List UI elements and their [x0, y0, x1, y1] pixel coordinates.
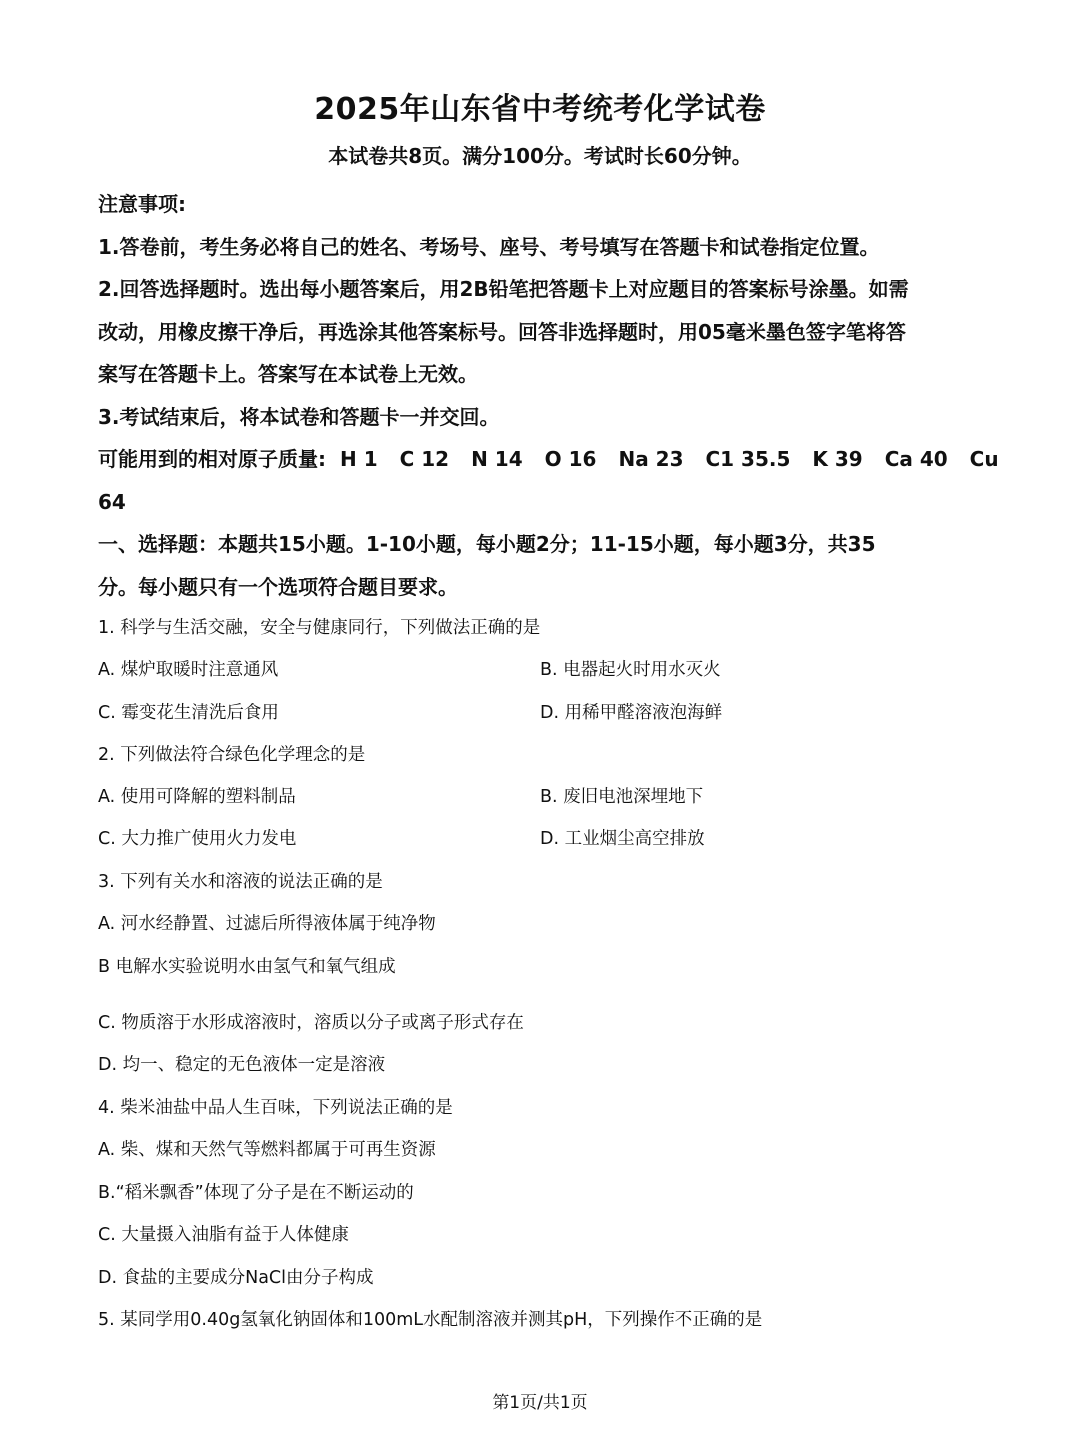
atomic-mass-h: H 1: [340, 447, 378, 471]
section-1-line-2: 分。每小题只有一个选项符合题目要求。: [98, 574, 458, 599]
q2-option-c: C. 大力推广使用火力发电: [98, 829, 297, 849]
q4-option-b: B.“稻米飘香”体现了分子是在不断运动的: [98, 1183, 414, 1203]
atomic-mass-wrap: 64: [98, 489, 126, 514]
q3-option-a: A. 河水经静置、过滤后所得液体属于纯净物: [98, 914, 436, 934]
q1-stem: 1. 科学与生活交融，安全与健康同行，下列做法正确的是: [98, 618, 541, 638]
q3-option-d: D. 均一、稳定的无色液体一定是溶液: [98, 1055, 386, 1075]
atomic-mass-c: C 12: [399, 447, 450, 471]
notes-item-2-line-1: 2.回答选择题时。选出每小题答案后，用2B铅笔把答题卡上对应题目的答案标号涂墨。如需: [98, 277, 909, 301]
q4-option-c: C. 大量摄入油脂有益于人体健康: [98, 1225, 349, 1245]
notes-block: [98, 183, 999, 608]
atomic-mass-o: O 16: [544, 447, 597, 471]
q4-option-a: A. 柴、煤和天然气等燃料都属于可再生资源: [98, 1140, 436, 1160]
exam-info: 本试卷共8页。满分100分。考试时长60分钟。: [328, 144, 752, 168]
q4-stem: 4. 柴米油盐中品人生百味，下列说法正确的是: [98, 1098, 453, 1118]
atomic-mass-line: [98, 438, 999, 481]
page-title: 2025年山东省中考统考化学试卷: [314, 92, 766, 127]
q3-option-c: C. 物质溶于水形成溶液时，溶质以分子或离子形式存在: [98, 1013, 524, 1033]
notes-item-2-line-3: 案写在答题卡上。答案写在本试卷上无效。: [98, 362, 478, 386]
q5-stem: 5. 某同学用0.40g氢氧化钠固体和100mL水配制溶液并测其pH，下列操作不正确的是: [98, 1310, 763, 1330]
atomic-mass-na: Na 23: [618, 447, 684, 471]
q2-option-d: D. 工业烟尘高空排放: [540, 829, 705, 849]
q3-stem: 3. 下列有关水和溶液的说法正确的是: [98, 872, 383, 892]
q2-option-a: A. 使用可降解的塑料制品: [98, 787, 296, 807]
notes-item-2-line-2: 改动，用橡皮擦干净后，再选涂其他答案标号。回答非选择题时，用05毫米墨色签字笔将答: [98, 319, 906, 344]
section-1-line-1: 一、选择题：本题共15小题。1-10小题，每小题2分；11-15小题，每小题3分，共35: [98, 532, 876, 556]
q3-option-b: B 电解水实验说明水由氢气和氧气组成: [98, 957, 396, 977]
q2-stem: 2. 下列做法符合绿色化学理念的是: [98, 745, 366, 765]
atomic-mass-ca: Ca 40: [884, 447, 948, 471]
notes-item-3: 3.考试结束后，将本试卷和答题卡一并交回。: [98, 404, 500, 429]
q2-option-b: B. 废旧电池深埋地下: [540, 787, 704, 807]
notes-item-1: 1.答卷前，考生务必将自己的姓名、考场号、座号、考号填写在答题卡和试卷指定位置。: [98, 234, 880, 259]
q4-option-d: D. 食盐的主要成分NaCl由分子构成: [98, 1268, 374, 1288]
atomic-mass-k: K 39: [812, 447, 863, 471]
q1-option-c: C. 霉变花生清洗后食用: [98, 703, 279, 723]
q1-option-d: D. 用稀甲醛溶液泡海鲜: [540, 703, 723, 723]
q1-option-a: A. 煤炉取暖时注意通风: [98, 660, 279, 680]
atomic-mass-label: 可能用到的相对原子质量:: [98, 447, 326, 471]
notes-heading: 注意事项:: [98, 192, 186, 216]
atomic-mass-cu: Cu: [969, 447, 999, 471]
atomic-mass-n: N 14: [471, 447, 523, 471]
q1-option-b: B. 电器起火时用水灭火: [540, 660, 721, 680]
atomic-mass-cl: C1 35.5: [705, 447, 791, 471]
page-footer: 第1页/共1页: [492, 1393, 588, 1413]
